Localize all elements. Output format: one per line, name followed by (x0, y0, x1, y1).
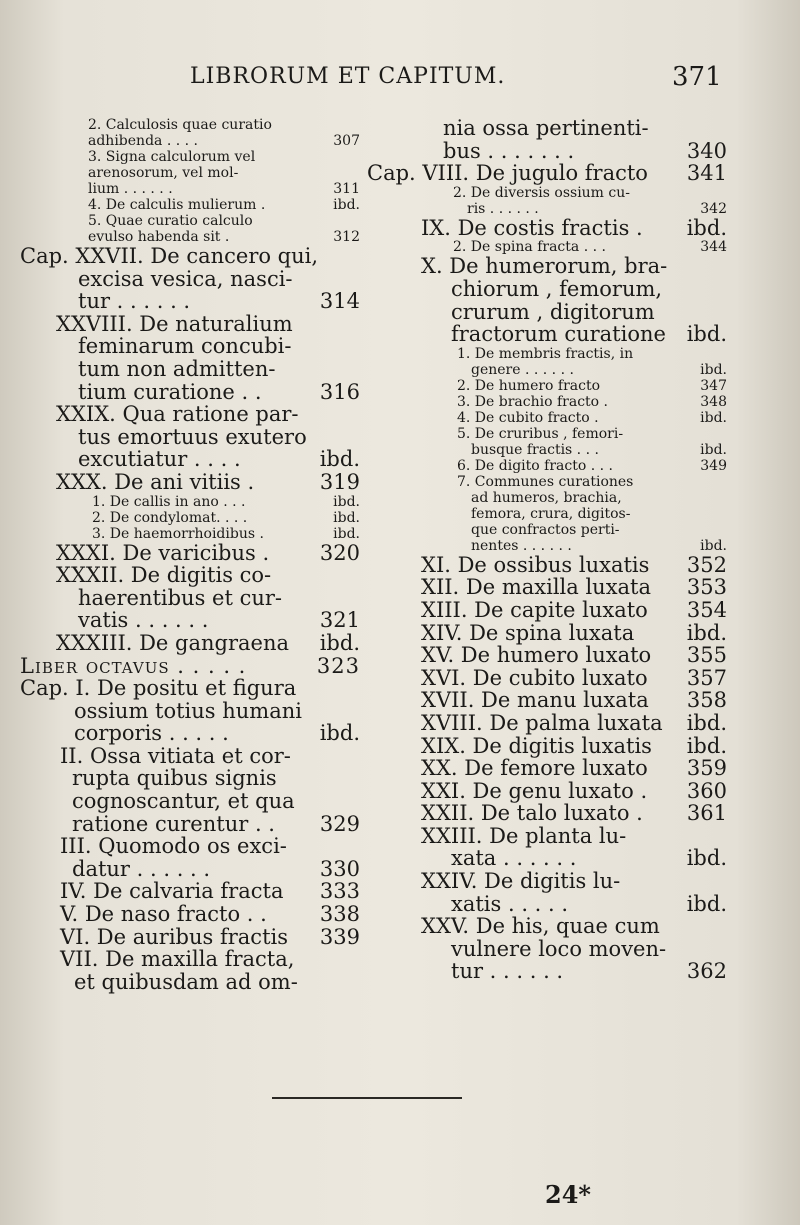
right-index-entry (367, 599, 727, 622)
footer-rule (272, 1097, 462, 1099)
right-index-entry (367, 162, 727, 185)
entry-line: Cap. I. De positu et figura (20, 676, 297, 701)
entry-line: ratione curentur . . (72, 811, 275, 836)
right-index-entry (367, 802, 727, 825)
entry-page-ref: 320 (319, 540, 360, 565)
entry-line: tur . . . . . . (451, 959, 564, 984)
entry-page-ref: 314 (319, 289, 360, 314)
left-index-entry (20, 948, 360, 993)
entry-page-ref: 339 (319, 924, 360, 949)
left-index-entry (20, 403, 360, 471)
entry-line: xatis . . . . . (451, 891, 569, 916)
entry-page-ref: 342 (700, 200, 727, 217)
entry-line: XXII. De talo luxato . (421, 801, 643, 826)
entry-line: 4. De cubito fracto . (457, 409, 599, 426)
entry-line: XXXII. De digitis co- (56, 563, 272, 588)
entry-page-ref: 360 (686, 778, 727, 803)
entry-page-ref: ibd. (333, 493, 360, 510)
entry-page-ref: 323 (316, 653, 360, 678)
left-index-entry (20, 213, 360, 245)
entry-line: 2. De humero fracto (457, 377, 601, 394)
entry-line: Liber octavus . . . . . (20, 653, 247, 678)
entry-line: chiorum , femorum, (451, 276, 663, 301)
running-head: LIBRORUM ET CAPITUM. (190, 64, 506, 89)
entry-page-ref: 330 (319, 856, 360, 881)
entry-line: vulnere loco moven- (451, 936, 667, 961)
entry-line: 6. De digito fracto . . . (457, 457, 613, 474)
entry-line: XX. De femore luxato (421, 756, 648, 781)
right-index-entry (367, 346, 727, 378)
entry-page-ref: ibd. (686, 891, 727, 916)
left-index-entry (20, 510, 360, 526)
entry-line: haerentibus et cur- (78, 585, 283, 610)
left-index-entry (20, 313, 360, 403)
entry-line: XXI. De genu luxato . (421, 778, 648, 803)
left-index-entry (20, 494, 360, 510)
entry-line: nia ossa pertinenti- (443, 116, 649, 140)
left-index-entry (20, 245, 360, 313)
right-index-entry (367, 255, 727, 345)
left-index-entry (20, 197, 360, 213)
entry-line: XIV. De spina luxata (421, 620, 635, 645)
entry-page-ref: 307 (333, 133, 360, 149)
entry-line: tur . . . . . . (78, 289, 191, 314)
entry-page-ref: 347 (700, 377, 727, 394)
entry-page-ref: ibd. (700, 409, 727, 426)
entry-line: XXV. De his, quae cum (421, 914, 660, 939)
entry-line: que confractos perti- (471, 521, 620, 538)
right-index-entry (367, 378, 727, 394)
entry-line: VII. De maxilla fracta, (60, 947, 295, 972)
entry-line: XXVIII. De naturalium (56, 311, 293, 336)
left-index-entry (20, 542, 360, 565)
entry-line: ad humeros, brachia, (471, 489, 622, 506)
entry-line: XIX. De digitis luxatis (421, 733, 652, 758)
entry-page-ref: ibd. (333, 525, 360, 542)
right-index-entry (367, 394, 727, 410)
entry-line: bus . . . . . . . (443, 138, 575, 163)
entry-line: tium curatione . . (78, 379, 262, 404)
entry-page-ref: 340 (686, 138, 727, 163)
entry-line: 5. Quae curatio calculo (88, 213, 253, 229)
entry-page-ref: 361 (686, 801, 727, 826)
right-index-entry (367, 622, 727, 645)
entry-line: datur . . . . . . (72, 856, 211, 881)
left-index-entry (20, 655, 360, 678)
right-index-entry (367, 735, 727, 758)
entry-page-ref: ibd. (686, 215, 727, 240)
entry-line: XVII. De manu luxata (421, 688, 649, 713)
right-index-entry (367, 644, 727, 667)
entry-line: adhibenda . . . . (88, 133, 198, 149)
entry-page-ref: ibd. (700, 361, 727, 378)
entry-page-ref: 311 (333, 181, 360, 197)
right-index-entry (367, 554, 727, 577)
left-index-entry (20, 880, 360, 903)
entry-line: 3. Signa calculorum vel (88, 149, 256, 165)
right-index-entry (367, 576, 727, 599)
entry-line: II. Ossa vitiata et cor- (60, 743, 291, 768)
entry-line: vatis . . . . . . (78, 608, 209, 633)
entry-page-ref: 333 (319, 879, 360, 904)
entry-page-ref: ibd. (319, 630, 360, 655)
entry-line: 2. Calculosis quae curatio (88, 117, 272, 133)
entry-line: XVI. De cubito luxato (421, 665, 648, 690)
entry-line: tus emortuus exutero (78, 424, 307, 449)
entry-line: XII. De maxilla luxata (421, 575, 652, 600)
right-index-entry (367, 780, 727, 803)
entry-page-ref: 348 (700, 393, 727, 410)
entry-line: X. De humerorum, bra- (421, 254, 668, 279)
right-index-entry (367, 474, 727, 554)
left-index-entry (20, 471, 360, 494)
entry-page-ref: 316 (319, 379, 360, 404)
entry-line: 1. De membris fractis, in (457, 345, 634, 362)
entry-page-ref: 355 (686, 643, 727, 668)
entry-line: xata . . . . . . (451, 846, 577, 871)
entry-page-ref: 359 (686, 756, 727, 781)
entry-page-ref: ibd. (686, 846, 727, 871)
entry-line: 5. De cruribus , femori- (457, 425, 624, 442)
entry-line: XXIV. De digitis lu- (421, 869, 621, 894)
entry-line: VI. De auribus fractis (60, 924, 288, 949)
right-index-entry (367, 117, 727, 162)
entry-line: 2. De spina fracta . . . (453, 239, 606, 256)
left-index-entry (20, 117, 360, 149)
entry-page-ref: 354 (686, 597, 727, 622)
left-index-entry (20, 632, 360, 655)
entry-line: arenosorum, vel mol- (88, 165, 239, 181)
entry-page-ref: 349 (700, 457, 727, 474)
entry-line: XVIII. De palma luxata (421, 710, 663, 735)
entry-line: ris . . . . . . (467, 200, 539, 217)
left-index-entry (20, 835, 360, 880)
right-index-entry (367, 757, 727, 780)
entry-line: corporis . . . . . (74, 721, 229, 746)
entry-page-ref: 353 (686, 575, 727, 600)
entry-page-ref: 341 (686, 161, 727, 186)
entry-line: cognoscantur, et qua (72, 789, 295, 814)
entry-line: excisa vesica, nasci- (78, 266, 293, 291)
entry-line: nentes . . . . . . (471, 537, 572, 554)
entry-line: 7. Communes curationes (457, 473, 634, 490)
entry-line: excutiatur . . . . (78, 447, 241, 472)
entry-page-ref: 319 (319, 469, 360, 494)
entry-line: et quibusdam ad om- (74, 969, 298, 994)
entry-line: XXXIII. De gangraena (56, 630, 289, 655)
left-index-entry (20, 149, 360, 197)
entry-line: XIII. De capite luxato (421, 597, 648, 622)
entry-page-ref: 338 (319, 902, 360, 927)
entry-page-ref: 358 (686, 688, 727, 713)
entry-line: 2. De condylomat. . . . (92, 509, 248, 526)
entry-page-ref: 312 (333, 229, 360, 245)
left-index-entry (20, 745, 360, 835)
entry-line: femora, crura, digitos- (471, 505, 631, 522)
entry-line: fractorum curatione (451, 322, 666, 347)
right-index-entry (367, 667, 727, 690)
right-index-entry (367, 825, 727, 870)
entry-page-ref: ibd. (686, 710, 727, 735)
entry-line: V. De naso fracto . . (60, 902, 267, 927)
entry-line: Cap. VIII. De jugulo fracto (367, 161, 648, 186)
right-index-entry (367, 915, 727, 983)
entry-page-ref: ibd. (686, 322, 727, 347)
entry-line: XXIII. De planta lu- (421, 823, 627, 848)
entry-line: crurum , digitorum (451, 299, 655, 324)
entry-line: XI. De ossibus luxatis (421, 552, 650, 577)
entry-page-ref: ibd. (333, 509, 360, 526)
entry-page-ref: 329 (319, 811, 360, 836)
page-header (0, 62, 800, 102)
right-index-column (367, 117, 727, 983)
right-index-entry (367, 870, 727, 915)
entry-page-ref: ibd. (319, 721, 360, 746)
entry-line: busque fractis . . . (471, 441, 599, 458)
entry-line: 2. De diversis ossium cu- (453, 184, 630, 201)
page-number: 371 (672, 62, 722, 92)
left-index-column (20, 117, 360, 993)
entry-line: 3. De brachio fracto . (457, 393, 608, 410)
entry-line: 4. De calculis mulierum . (88, 197, 266, 213)
entry-page-ref: ibd. (333, 197, 360, 213)
right-index-entry (367, 217, 727, 240)
entry-line: XXX. De ani vitiis . (56, 469, 255, 494)
entry-line: 3. De haemorrhoidibus . (92, 525, 264, 542)
entry-line: genere . . . . . . (471, 361, 574, 378)
entry-line: XXIX. Qua ratione par- (56, 402, 299, 427)
right-index-entry (367, 239, 727, 255)
entry-line: XXXI. De varicibus . (56, 540, 270, 565)
entry-line: feminarum concubi- (78, 334, 292, 359)
entry-page-ref: 362 (686, 959, 727, 984)
left-index-entry (20, 526, 360, 542)
entry-line: Cap. XXVII. De cancero qui, (20, 244, 319, 268)
entry-line: XV. De humero luxato (421, 643, 652, 668)
right-index-entry (367, 426, 727, 458)
signature-mark: 24* (545, 1180, 591, 1209)
entry-line: rupta quibus signis (72, 766, 277, 791)
entry-page-ref: 321 (319, 608, 360, 633)
entry-page-ref: 357 (686, 665, 727, 690)
entry-page-ref: ibd. (700, 537, 727, 554)
entry-page-ref: 344 (700, 239, 727, 256)
entry-page-ref: ibd. (319, 447, 360, 472)
entry-line: IX. De costis fractis . (421, 215, 643, 240)
entry-page-ref: ibd. (686, 733, 727, 758)
entry-line: IV. De calvaria fracta (60, 879, 284, 904)
left-index-entry (20, 564, 360, 632)
left-index-entry (20, 677, 360, 745)
entry-page-ref: 352 (686, 552, 727, 577)
entry-page-ref: ibd. (686, 620, 727, 645)
entry-line: III. Quomodo os exci- (60, 834, 287, 859)
right-index-entry (367, 712, 727, 735)
right-index-entry (367, 410, 727, 426)
entry-line: ossium totius humani (74, 698, 302, 723)
right-index-entry (367, 689, 727, 712)
left-index-entry (20, 903, 360, 926)
right-index-entry (367, 185, 727, 217)
entry-line: lium . . . . . . (88, 181, 173, 197)
entry-page-ref: ibd. (700, 441, 727, 458)
right-index-entry (367, 458, 727, 474)
entry-line: 1. De callis in ano . . . (92, 493, 246, 510)
left-index-entry (20, 926, 360, 949)
entry-line: evulso habenda sit . (88, 229, 230, 245)
entry-line: tum non admitten- (78, 356, 276, 381)
